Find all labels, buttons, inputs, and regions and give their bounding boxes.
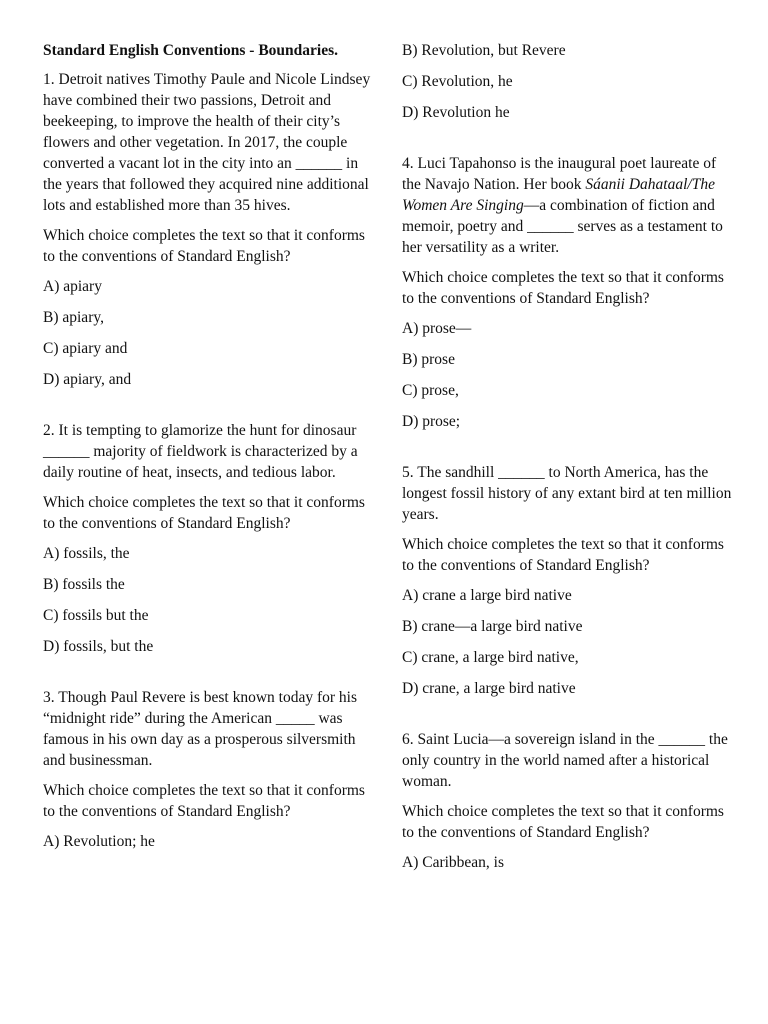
question-2-option-c[interactable]: C) fossils but the — [43, 607, 149, 624]
page-title: Standard English Conventions - Boundaries. — [43, 42, 339, 59]
question-2-option-d[interactable]: D) fossils, but the — [43, 638, 154, 655]
left-column — [43, 40, 373, 862]
question-1 — [43, 69, 373, 390]
question-4-option-c[interactable]: C) prose, — [402, 382, 459, 399]
question-3-text: 3. Though Paul Revere is best known today for his “midnight ride” during the American _____ was famous in his own day as a prosperous silversmith and businessman. — [43, 689, 357, 769]
question-6-text: 6. Saint Lucia—a sovereign island in the ______ the only country in the world named after a historical woman. — [402, 731, 728, 790]
question-5-text: 5. The sandhill ______ to North America, has the longest fossil history of any extant bird at ten million years. — [402, 464, 732, 523]
right-column — [402, 40, 737, 883]
question-3-option-d[interactable]: D) Revolution he — [402, 104, 510, 121]
question-4-text-start: 4. Luci Tapahonso is the inaugural poet laureate of the Navajo Nation. Her book — [402, 155, 717, 193]
spacer — [43, 400, 373, 420]
question-2-option-b[interactable]: B) fossils the — [43, 576, 125, 593]
question-3 — [43, 687, 373, 852]
question-6-prompt: Which choice completes the text so that it conforms to the conventions of Standard English? — [402, 803, 724, 841]
question-1-option-d[interactable]: D) apiary, and — [43, 371, 132, 388]
question-4-prompt: Which choice completes the text so that it conforms to the conventions of Standard English? — [402, 269, 724, 307]
question-6 — [402, 729, 737, 873]
question-2-option-a[interactable]: A) fossils, the — [43, 545, 130, 562]
question-3-option-a[interactable]: A) Revolution; he — [43, 833, 155, 850]
question-4-book-title: Sáanii Dahataal/The Women Are Singing — [402, 176, 715, 214]
spacer — [402, 133, 737, 153]
question-6-option-a[interactable]: A) Caribbean, is — [402, 854, 505, 871]
question-4-text-end: —a combination of fiction and memoir, poetry and ______ serves as a testament to her versatility as a writer. — [402, 197, 723, 256]
question-2-text: 2. It is tempting to glamorize the hunt for dinosaur ______ majority of fieldwork is characterized by a daily routine of heat, insects, and tedious labor. — [43, 422, 358, 481]
question-2-prompt: Which choice completes the text so that it conforms to the conventions of Standard English? — [43, 494, 365, 532]
question-3-option-b[interactable]: B) Revolution, but Revere — [402, 42, 566, 59]
question-3-prompt: Which choice completes the text so that it conforms to the conventions of Standard English? — [43, 782, 365, 820]
question-4 — [402, 153, 737, 432]
question-4-text — [402, 153, 737, 258]
spacer — [43, 667, 373, 687]
question-4-option-b[interactable]: B) prose — [402, 351, 455, 368]
spacer — [402, 709, 737, 729]
question-3-option-c[interactable]: C) Revolution, he — [402, 73, 513, 90]
question-2 — [43, 420, 373, 657]
question-5-option-c[interactable]: C) crane, a large bird native, — [402, 649, 579, 666]
question-5-option-b[interactable]: B) crane—a large bird native — [402, 618, 583, 635]
question-1-text: 1. Detroit natives Timothy Paule and Nicole Lindsey have combined their two passions, Detroit and beekeeping, to improve the health of their city’s flowers and other vegetation. In 2017, the couple converted a vacant lot in the city into an ______ in the years that followed they acquired nine additional lots and established more than 35 hives. — [43, 71, 371, 214]
question-1-option-c[interactable]: C) apiary and — [43, 340, 128, 357]
question-1-option-b[interactable]: B) apiary, — [43, 309, 104, 326]
question-5-option-a[interactable]: A) crane a large bird native — [402, 587, 572, 604]
question-5-option-d[interactable]: D) crane, a large bird native — [402, 680, 576, 697]
question-5 — [402, 462, 737, 699]
spacer — [402, 442, 737, 462]
question-3-continued — [402, 40, 737, 123]
question-4-option-a[interactable]: A) prose— — [402, 320, 472, 337]
question-4-option-d[interactable]: D) prose; — [402, 413, 461, 430]
question-5-prompt: Which choice completes the text so that it conforms to the conventions of Standard English? — [402, 536, 724, 574]
question-1-prompt: Which choice completes the text so that it conforms to the conventions of Standard English? — [43, 227, 365, 265]
question-1-option-a[interactable]: A) apiary — [43, 278, 102, 295]
